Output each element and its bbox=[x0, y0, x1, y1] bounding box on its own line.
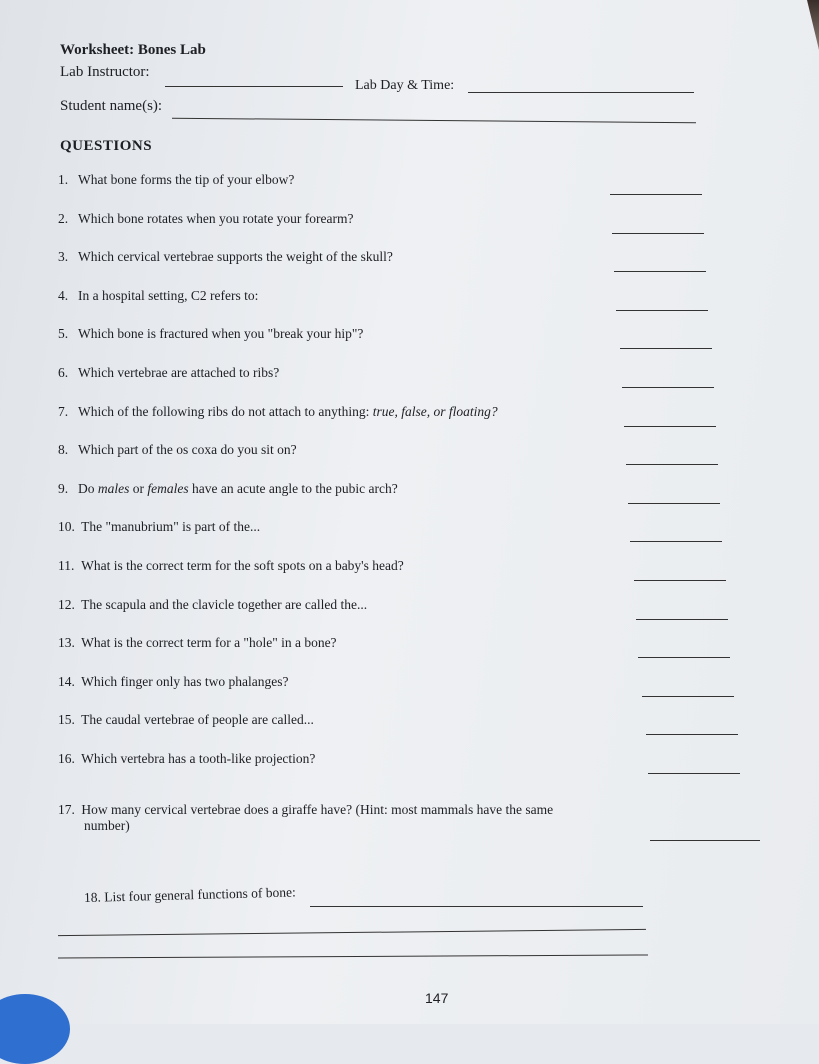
question-15 bbox=[58, 712, 778, 751]
answer-blank[interactable] bbox=[626, 464, 718, 465]
answer-blank[interactable] bbox=[616, 310, 708, 311]
question-8 bbox=[58, 442, 778, 481]
question-4 bbox=[58, 288, 778, 327]
question-text: Which bone is fractured when you "break your hip"? bbox=[78, 326, 364, 342]
answer-blank[interactable] bbox=[630, 541, 722, 542]
question-text: number) bbox=[84, 817, 130, 833]
question-text: Do bbox=[78, 480, 95, 496]
question-11 bbox=[58, 558, 778, 597]
question-number: 12. bbox=[58, 596, 75, 612]
question-text: List four general functions of bone: bbox=[104, 884, 296, 905]
question-text: What is the correct term for a "hole" in a bone? bbox=[81, 635, 337, 651]
worksheet-title: Worksheet: Bones Lab bbox=[60, 42, 206, 58]
question-text: Which part of the os coxa do you sit on? bbox=[78, 442, 297, 458]
question-number: 5. bbox=[58, 326, 69, 342]
question-9 bbox=[58, 481, 778, 520]
answer-blank[interactable] bbox=[620, 348, 712, 349]
answer-blank[interactable] bbox=[612, 233, 704, 234]
answer-options: true, false, or floating? bbox=[372, 403, 498, 419]
question-text: What is the correct term for the soft spots on a baby's head? bbox=[81, 557, 404, 573]
option-males: males bbox=[97, 480, 130, 496]
question-number: 13. bbox=[58, 635, 75, 651]
answer-blank[interactable] bbox=[614, 271, 706, 272]
question-text: The caudal vertebrae of people are called... bbox=[81, 712, 314, 728]
question-text: Which vertebra has a tooth-like projection? bbox=[81, 750, 316, 766]
question-7 bbox=[58, 404, 778, 443]
question-text: Which of the following ribs do not attach to anything: bbox=[78, 403, 370, 419]
question-number: 7. bbox=[58, 403, 69, 419]
page-number: 147 bbox=[425, 990, 449, 1006]
question-text: Which bone rotates when you rotate your forearm? bbox=[78, 210, 354, 226]
question-text: How many cervical vertebrae does a giraffe have? (Hint: most mammals have the same bbox=[81, 801, 554, 817]
question-text: Which cervical vertebrae supports the weight of the skull? bbox=[78, 249, 393, 265]
option-females: females bbox=[147, 480, 189, 496]
question-text: have an acute angle to the pubic arch? bbox=[192, 480, 398, 496]
question-text: The scapula and the clavicle together are called the... bbox=[81, 596, 368, 612]
question-text: Which finger only has two phalanges? bbox=[81, 673, 289, 689]
lab-instructor-label: Lab Instructor: bbox=[60, 64, 150, 80]
question-number: 9. bbox=[58, 480, 69, 496]
answer-blank[interactable] bbox=[628, 503, 720, 504]
question-14 bbox=[58, 674, 778, 713]
question-number: 10. bbox=[58, 519, 75, 535]
answer-blank[interactable] bbox=[638, 657, 730, 658]
question-number: 8. bbox=[58, 442, 69, 458]
question-number: 18. bbox=[83, 889, 102, 905]
question-text: or bbox=[132, 480, 144, 496]
answer-blank[interactable] bbox=[642, 696, 734, 697]
lab-instructor-field[interactable] bbox=[165, 86, 343, 87]
question-number: 17. bbox=[58, 801, 75, 817]
answer-blank[interactable] bbox=[634, 580, 726, 581]
question-16 bbox=[58, 751, 778, 790]
question-text: In a hospital setting, C2 refers to: bbox=[78, 287, 259, 303]
answer-blank[interactable] bbox=[610, 194, 702, 195]
answer-blank[interactable] bbox=[624, 426, 716, 427]
question-number: 14. bbox=[58, 673, 75, 689]
question-text: Which vertebrae are attached to ribs? bbox=[78, 364, 280, 380]
question-number: 1. bbox=[58, 172, 69, 187]
answer-blank[interactable] bbox=[310, 906, 643, 907]
question-list bbox=[58, 172, 778, 872]
question-number: 6. bbox=[58, 364, 69, 380]
answer-blank[interactable] bbox=[650, 840, 760, 841]
answer-blank[interactable] bbox=[622, 387, 714, 388]
answer-blank[interactable] bbox=[648, 773, 740, 774]
question-number: 3. bbox=[58, 249, 69, 265]
question-12 bbox=[58, 597, 778, 636]
question-3 bbox=[58, 249, 778, 288]
question-13 bbox=[58, 635, 778, 674]
answer-blank[interactable] bbox=[636, 619, 728, 620]
question-10 bbox=[58, 519, 778, 558]
question-number: 4. bbox=[58, 287, 69, 303]
question-number: 15. bbox=[58, 712, 75, 728]
question-number: 16. bbox=[58, 750, 75, 766]
question-1 bbox=[58, 172, 778, 211]
question-number: 11. bbox=[58, 557, 75, 573]
section-title: QUESTIONS bbox=[60, 138, 153, 154]
question-text: What bone forms the tip of your elbow? bbox=[78, 172, 295, 187]
lab-day-time-field[interactable] bbox=[468, 92, 694, 93]
question-17 bbox=[58, 802, 778, 872]
question-6 bbox=[58, 365, 778, 404]
question-5 bbox=[58, 326, 778, 365]
answer-blank[interactable] bbox=[646, 734, 738, 735]
question-2 bbox=[58, 211, 778, 250]
lab-day-time-label: Lab Day & Time: bbox=[355, 78, 455, 93]
student-name-label: Student name(s): bbox=[60, 98, 163, 114]
question-text: The "manubrium" is part of the... bbox=[81, 519, 261, 535]
question-number: 2. bbox=[58, 210, 69, 226]
